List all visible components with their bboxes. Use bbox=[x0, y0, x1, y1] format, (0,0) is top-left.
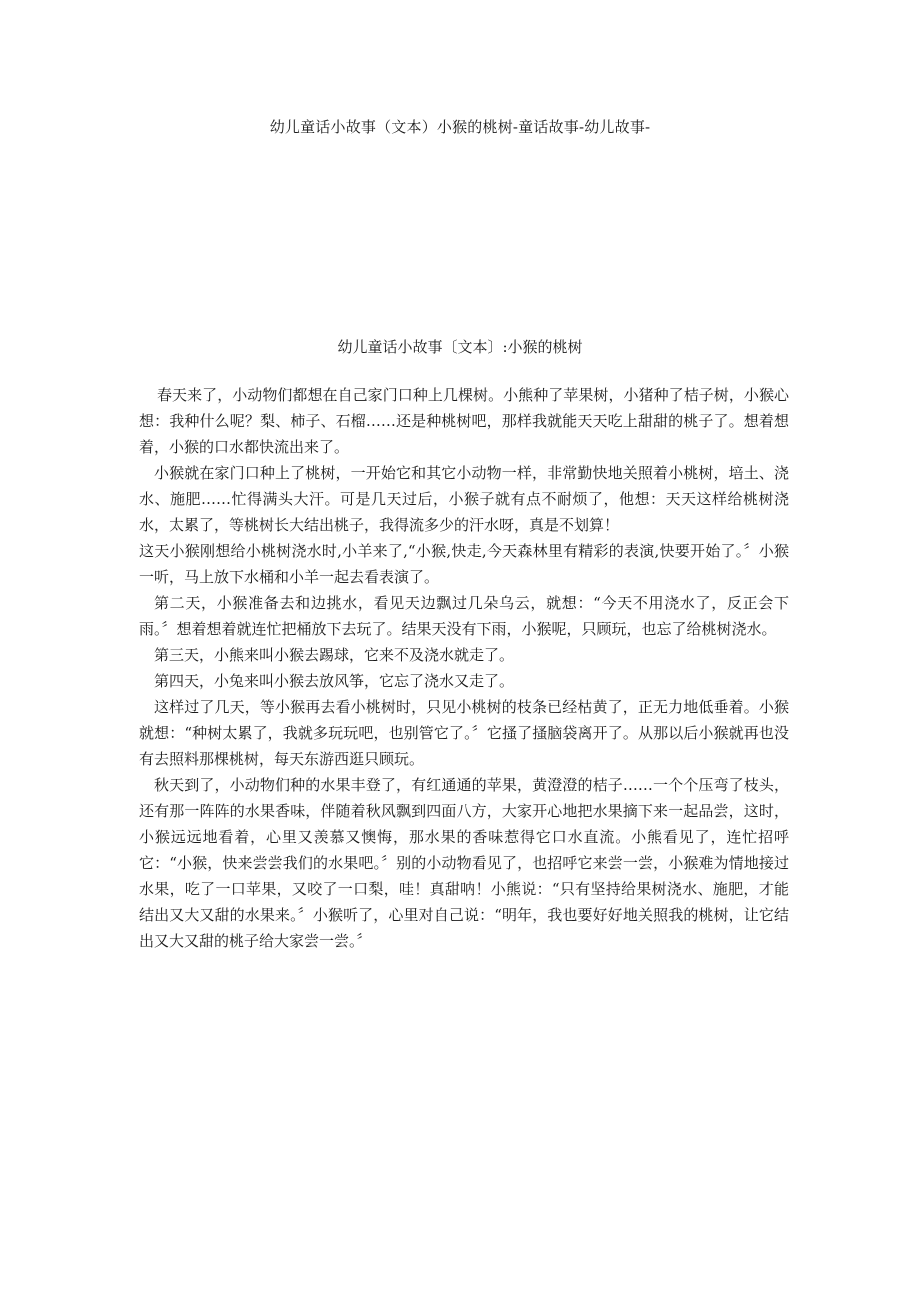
paragraph: 春天来了，小动物们都想在自己家门口种上几棵树。小熊种了苹果树，小猪种了桔子树，小猴心想：我种什么呢？梨、柿子、石榴……还是种桃树吧，那样我就能天天吃上甜甜的桃子了。想着想着，小猴的口水都快流出来了。 bbox=[139, 386, 789, 456]
paragraph: 第三天，小熊来叫小猴去踢球，它来不及浇水就走了。 bbox=[154, 646, 515, 664]
paragraph: 这样过了几天，等小猴再去看小桃树时，只见小桃树的枝条已经枯黄了，正无力地低垂着。小猴就想：“种树太累了，我就多玩玩吧，也别管它了。〞它搔了搔脑袋离开了。从那以后小猴就再也没有去照料那棵桃树，每天东游西逛只顾玩。 bbox=[139, 698, 789, 768]
paragraph: 这天小猴刚想给小桃树浇水时,小羊来了,“小猴,快走,今天森林里有精彩的表演,快要开始了。〞小猴一听，马上放下水桶和小羊一起去看表演了。 bbox=[139, 542, 789, 586]
story-body bbox=[139, 382, 789, 954]
document-title: 幼儿童话小故事〔文本〕:小猴的桃树 bbox=[337, 338, 583, 356]
paragraph: 小猴就在家门口种上了桃树，一开始它和其它小动物一样，非常勤快地关照着小桃树，培土、浇水、施肥……忙得满头大汗。可是几天过后，小猴子就有点不耐烦了，他想：天天这样给桃树浇水，太累了，等桃树长大结出桃子，我得流多少的汗水呀，真是不划算！ bbox=[139, 464, 789, 534]
paragraph: 第二天，小猴准备去和边挑水，看见天边飘过几朵乌云，就想：“今天不用浇水了，反正会下雨。〞想着想着就连忙把桶放下去玩了。结果天没有下雨，小猴呢，只顾玩，也忘了给桃树浇水。 bbox=[139, 594, 789, 638]
document-header: 幼儿童话小故事（文本）小猴的桃树-童话故事-幼儿故事- bbox=[269, 118, 651, 136]
paragraph: 第四天，小兔来叫小猴去放风筝，它忘了浇水又走了。 bbox=[154, 672, 515, 690]
paragraph: 秋天到了，小动物们种的水果丰登了，有红通通的苹果，黄澄澄的桔子……一个个压弯了枝头，还有那一阵阵的水果香味，伴随着秋风飘到四面八方，大家开心地把水果摘下来一起品尝，这时，小猴远远地看着，心里又羡慕又懊悔，那水果的香味惹得它口水直流。小熊看见了，连忙招呼它：“小猴，快来尝尝我们的水果吧。〞别的小动物看见了，也招呼它来尝一尝，小猴难为情地接过水果，吃了一口苹果，又咬了一口梨，哇！真甜呐！小熊说：“只有坚持给果树浇水、施肥，才能结出又大又甜的水果来。〞小猴听了，心里对自己说：“明年，我也要好好地关照我的桃树，让它结出又大又甜的桃子给大家尝一尝。〞 bbox=[139, 776, 789, 950]
